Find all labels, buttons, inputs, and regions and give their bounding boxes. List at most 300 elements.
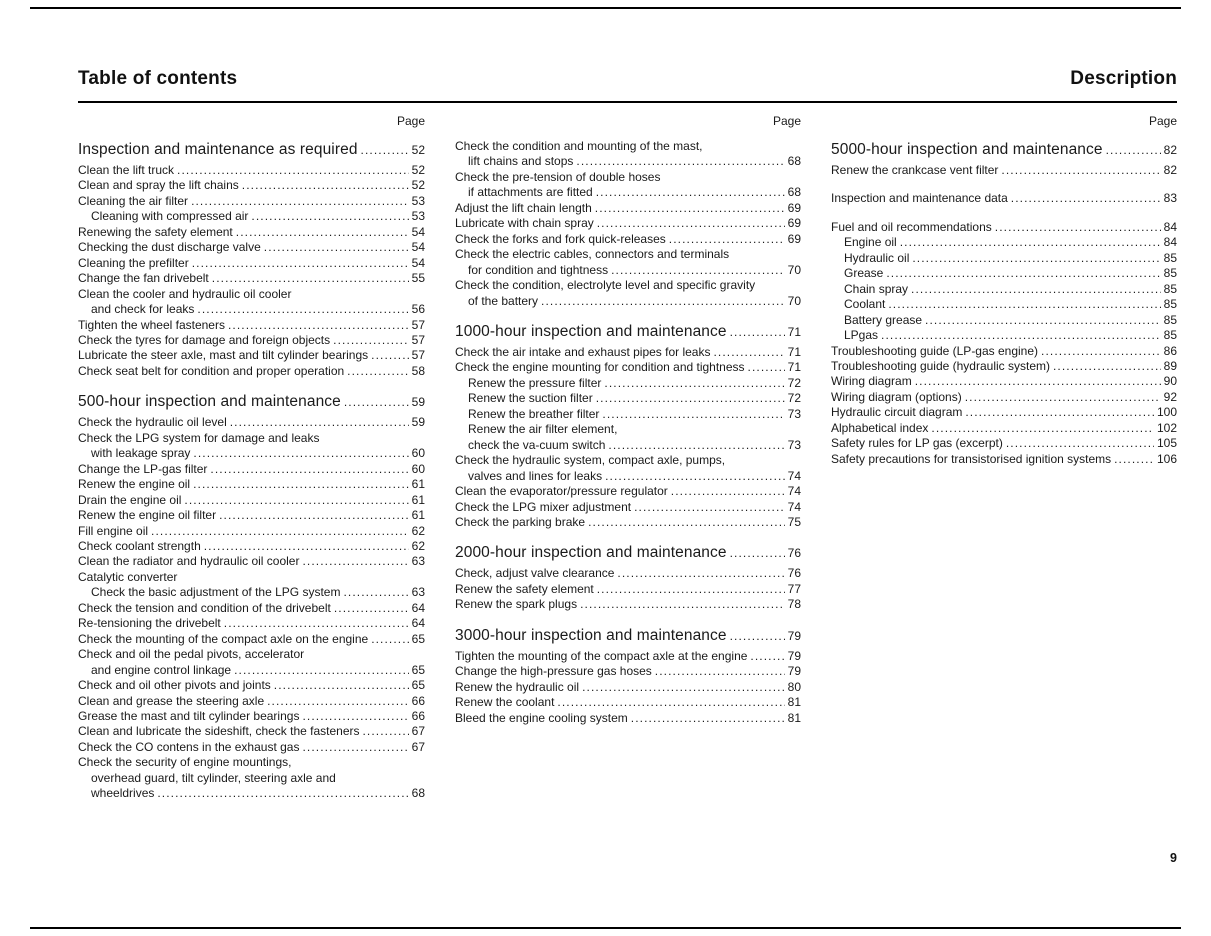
dot-leader	[361, 143, 409, 158]
toc-page-number: 64	[411, 600, 425, 615]
toc-page-number: 84	[1163, 219, 1177, 234]
toc-entry-text: Clean the cooler and hydraulic oil cooler	[78, 286, 292, 301]
toc-heading-row	[455, 543, 801, 563]
toc-page-number: 85	[1163, 266, 1177, 281]
toc-page-number: 52	[411, 163, 425, 177]
toc-entry-row	[455, 649, 801, 664]
toc-page-number: 73	[787, 406, 801, 421]
page-column-label: Page	[396, 114, 425, 128]
toc-page-number: 85	[1163, 328, 1177, 343]
toc-entry-text: Wiring diagram (options)	[831, 389, 962, 404]
toc-page-number: 57	[411, 332, 425, 347]
toc-page-number: 92	[1163, 389, 1177, 404]
toc-page-number: 73	[787, 437, 801, 452]
dot-leader	[197, 302, 408, 317]
toc-entry-text: Lubricate the steer axle, mast and tilt cylinder bearings	[78, 348, 369, 363]
toc-entry-row	[78, 271, 425, 286]
toc-entry-text: Hydraulic oil	[844, 250, 910, 265]
toc-entry-text: Tighten the mounting of the compact axle at the engine	[455, 648, 748, 663]
dot-leader	[602, 407, 784, 422]
toc-entry-text: lift chains and stops	[468, 154, 574, 169]
toc-entry-text: for condition and tightness	[468, 262, 609, 277]
toc-entry-text: Renew the air filter element,	[468, 422, 618, 437]
footer-page-number: 9	[1170, 851, 1177, 865]
dot-leader	[1106, 143, 1161, 158]
toc-entry-text: Check the hydraulic oil level	[78, 415, 227, 430]
toc-entry-row	[78, 755, 425, 770]
toc-page-number: 85	[1163, 250, 1177, 265]
dot-leader	[157, 786, 408, 801]
toc-page-number: 65	[411, 678, 425, 693]
toc-entry-text: Catalytic converter	[78, 569, 178, 584]
dot-leader	[595, 201, 785, 216]
toc-page-number: 78	[787, 597, 801, 612]
toc-entry-row	[831, 266, 1177, 281]
toc-page-number: 68	[411, 786, 425, 801]
toc-entry-row	[455, 201, 801, 216]
toc-entry-row	[455, 247, 801, 262]
dot-leader	[234, 663, 409, 678]
toc-entry-row	[831, 405, 1177, 420]
toc-entry-row	[78, 601, 425, 616]
toc-entry-text: Check the pre-tension of double hoses	[455, 169, 661, 184]
toc-entry-row	[78, 256, 425, 271]
page-top-edge	[30, 7, 1181, 9]
toc-entry-row	[78, 771, 425, 786]
toc-entry-row	[455, 360, 801, 375]
toc-heading-text: 2000-hour inspection and maintenance	[455, 544, 727, 562]
dot-leader	[631, 711, 785, 726]
dot-leader	[931, 421, 1154, 436]
toc-heading-text: 3000-hour inspection and maintenance	[455, 626, 727, 644]
toc-entry-row	[78, 554, 425, 569]
dot-leader	[193, 446, 408, 461]
toc-entry-row	[78, 364, 425, 379]
toc-entry-row	[78, 431, 425, 446]
dot-leader	[881, 328, 1161, 343]
toc-page-number: 67	[411, 724, 425, 739]
dot-leader	[347, 364, 408, 379]
toc-entry-row	[78, 462, 425, 477]
toc-entry-text: Troubleshooting guide (LP-gas engine)	[831, 343, 1039, 358]
dot-leader	[604, 376, 784, 391]
dot-leader	[1006, 436, 1154, 451]
toc-entry-text: and engine control linkage	[91, 662, 232, 677]
dot-leader	[750, 649, 784, 664]
dot-leader	[363, 724, 409, 739]
dot-leader	[912, 251, 1160, 266]
toc-page-number: 83	[1163, 191, 1177, 206]
toc-entry-text: Clean and spray the lift chains	[78, 178, 239, 193]
dot-leader	[541, 294, 785, 309]
toc-entry-text: Adjust the lift chain length	[455, 200, 592, 215]
dot-leader	[669, 232, 785, 247]
toc-heading-row	[78, 392, 425, 412]
toc-entry-text: Check the security of engine mountings,	[78, 755, 292, 770]
toc-entry-row	[831, 282, 1177, 297]
toc-entry-row	[831, 163, 1177, 178]
toc-page-number: 90	[1163, 374, 1177, 389]
toc-entry-row	[455, 597, 801, 612]
toc-page-number: 61	[411, 508, 425, 523]
dot-leader	[965, 390, 1161, 405]
toc-entry-text: Renew the crankcase vent filter	[831, 163, 999, 177]
toc-entry-row	[78, 318, 425, 333]
toc-entry-text: Check seat belt for condition and proper operation	[78, 363, 345, 378]
toc-entry-text: Check the forks and fork quick-releases	[455, 231, 666, 246]
toc-page-number: 59	[411, 415, 425, 430]
toc-page-number: 67	[411, 739, 425, 754]
toc-entry-row	[831, 421, 1177, 436]
toc-entry-text: Change the LP-gas filter	[78, 461, 208, 476]
toc-entry-text: Check the tyres for damage and foreign objects	[78, 332, 331, 347]
toc-page-number: 80	[787, 679, 801, 694]
toc-page-number: 69	[787, 216, 801, 231]
toc-entry-row	[78, 632, 425, 647]
toc-entry-text: Clean and lubricate the sideshift, check the fasteners	[78, 724, 360, 739]
toc-entry-text: Re-tensioning the drivebelt	[78, 616, 221, 631]
toc-page-number: 68	[787, 185, 801, 200]
toc-entry-row	[455, 664, 801, 679]
toc-entry-row	[78, 209, 425, 224]
toc-entry-row	[78, 302, 425, 317]
toc-entry-row	[78, 446, 425, 461]
toc-page-number: 64	[411, 616, 425, 631]
toc-entry-row	[455, 294, 801, 309]
toc-entry-text: Clean and grease the steering axle	[78, 693, 265, 708]
toc-entry-text: Renew the pressure filter	[468, 375, 602, 390]
toc-heading-text: 500-hour inspection and maintenance	[78, 393, 341, 411]
toc-entry-row	[455, 185, 801, 200]
dot-leader	[242, 178, 409, 193]
toc-entry-text: Check the tension and condition of the drivebelt	[78, 600, 331, 615]
toc-entry-row	[455, 170, 801, 185]
toc-page-number: 66	[411, 693, 425, 708]
toc-page-number: 57	[411, 348, 425, 363]
toc-entry-text: Cleaning the air filter	[78, 193, 189, 208]
dot-leader	[1053, 359, 1161, 374]
toc-entry-row	[78, 585, 425, 600]
toc-entry-row	[455, 422, 801, 437]
toc-page-number: 72	[787, 391, 801, 406]
dot-leader	[333, 333, 409, 348]
dot-leader	[634, 500, 785, 515]
toc-entry-text: Check the LPG system for damage and leaks	[78, 430, 320, 445]
toc-entry-text: Bleed the engine cooling system	[455, 710, 628, 725]
toc-page-number: 59	[411, 395, 425, 410]
dot-leader	[596, 185, 785, 200]
toc-entry-text: Inspection and maintenance data	[831, 191, 1008, 206]
toc-entry-text: Check the engine mounting for condition and tightness	[455, 360, 745, 375]
dot-leader	[224, 616, 409, 631]
toc-page-number: 85	[1163, 281, 1177, 296]
toc-column	[831, 139, 1177, 480]
dot-leader	[925, 313, 1161, 328]
toc-page-number: 81	[787, 695, 801, 710]
toc-entry-text: Cleaning the prefilter	[78, 255, 189, 270]
toc-heading-text: 1000-hour inspection and maintenance	[455, 322, 727, 340]
toc-entry-text: Wiring diagram	[831, 374, 912, 389]
toc-entry-row	[455, 695, 801, 710]
toc-group	[831, 220, 1177, 467]
page-column-label: Page	[772, 114, 801, 128]
dot-leader	[888, 297, 1160, 312]
dot-leader	[274, 678, 409, 693]
toc-page-number: 58	[411, 363, 425, 378]
toc-entry-row	[78, 348, 425, 363]
toc-entry-text: and check for leaks	[91, 302, 195, 317]
dot-leader	[911, 282, 1161, 297]
toc-entry-text: of the battery	[468, 293, 539, 308]
toc-entry-text: Coolant	[844, 297, 886, 312]
toc-entry-text: wheeldrives	[91, 786, 155, 801]
toc-entry-text: Lubricate with chain spray	[455, 216, 594, 231]
toc-entry-row	[455, 391, 801, 406]
toc-entry-row	[831, 390, 1177, 405]
toc-entry-row	[831, 251, 1177, 266]
toc-heading-row	[455, 322, 801, 342]
dot-leader	[1114, 452, 1154, 467]
toc-page-number: 85	[1163, 312, 1177, 327]
toc-entry-row	[831, 374, 1177, 389]
toc-entry-text: Clean the evaporator/pressure regulator	[455, 484, 668, 499]
toc-entry-row	[78, 570, 425, 585]
dot-leader	[1011, 191, 1161, 206]
toc-page-number: 66	[411, 708, 425, 723]
toc-entry-text: Checking the dust discharge valve	[78, 240, 261, 255]
toc-entry-text: Renew the suction filter	[468, 391, 593, 406]
toc-page-number: 69	[787, 231, 801, 246]
page-header	[78, 68, 1177, 90]
toc-page-number: 106	[1156, 451, 1177, 466]
toc-entry-text: Renew the breather filter	[468, 406, 600, 421]
toc-entry-text: Fuel and oil recommendations	[831, 219, 992, 234]
toc-heading-row	[78, 140, 425, 160]
toc-entry-row	[831, 328, 1177, 343]
dot-leader	[576, 154, 784, 169]
dot-leader	[1001, 163, 1160, 178]
dot-leader	[302, 554, 408, 569]
toc-page-number: 53	[411, 193, 425, 208]
section-title: Description	[1070, 68, 1177, 89]
toc-entry-text: Check the electric cables, connectors and terminals	[455, 247, 730, 262]
toc-page-number: 69	[787, 200, 801, 215]
toc-entry-text: Check the parking brake	[455, 514, 586, 529]
toc-entry-row	[831, 452, 1177, 467]
toc-entry-row	[78, 163, 425, 178]
toc-group	[455, 322, 801, 530]
toc-entry-row	[831, 359, 1177, 374]
dot-leader	[151, 524, 409, 539]
toc-page-number: 75	[787, 514, 801, 529]
toc-entry-text: Grease	[844, 266, 884, 281]
dot-leader	[1041, 344, 1161, 359]
dot-leader	[582, 680, 785, 695]
dot-leader	[730, 629, 785, 644]
toc-entry-text: Tighten the wheel fasteners	[78, 317, 225, 332]
dot-leader	[212, 271, 409, 286]
dot-leader	[344, 395, 409, 410]
toc-entry-row	[78, 287, 425, 302]
toc-entry-row	[455, 263, 801, 278]
dot-leader	[655, 664, 785, 679]
toc-page-number: 63	[411, 554, 425, 569]
toc-entry-row	[455, 484, 801, 499]
toc-entry-text: Check the CO contens in the exhaust gas	[78, 739, 300, 754]
toc-entry-row	[455, 566, 801, 581]
toc-heading-row	[455, 626, 801, 646]
page-label-row	[78, 114, 1177, 128]
toc-entry-row	[78, 724, 425, 739]
toc-page-number: 89	[1163, 358, 1177, 373]
toc-entry-row	[831, 436, 1177, 451]
toc-entry-row	[831, 297, 1177, 312]
toc-page-number: 60	[411, 446, 425, 461]
toc-page-number: 79	[787, 628, 801, 643]
toc-entry-row	[831, 313, 1177, 328]
dot-leader	[267, 694, 409, 709]
dot-leader	[230, 415, 409, 430]
toc-page-number: 100	[1156, 405, 1177, 420]
toc-group	[78, 140, 425, 379]
toc-entry-row	[455, 376, 801, 391]
toc-entry-row	[831, 191, 1177, 206]
toc-heading-text: 5000-hour inspection and maintenance	[831, 141, 1103, 158]
toc-entry-row	[78, 194, 425, 209]
toc-group	[455, 626, 801, 726]
toc-page-number: 76	[787, 566, 801, 581]
toc-entry-row	[455, 469, 801, 484]
dot-leader	[596, 391, 785, 406]
toc-entry-text: Renew the coolant	[455, 695, 555, 710]
toc-page-number: 71	[787, 344, 801, 359]
toc-entry-row	[78, 786, 425, 801]
toc-entry-text: Troubleshooting guide (hydraulic system)	[831, 358, 1050, 373]
toc-entry-row	[455, 232, 801, 247]
toc-page-number: 57	[411, 317, 425, 332]
dot-leader	[302, 740, 408, 755]
toc-entry-text: Safety precautions for transistorised ignition systems	[831, 451, 1112, 466]
toc-entry-text: Check the hydraulic system, compact axle, pumps,	[455, 453, 726, 468]
toc-page-number: 68	[787, 154, 801, 169]
dot-leader	[611, 263, 785, 278]
dot-leader	[204, 539, 409, 554]
toc-entry-text: Chain spray	[844, 281, 909, 296]
toc-page-number: 54	[411, 224, 425, 239]
toc-entry-row	[78, 240, 425, 255]
toc-page-number: 55	[411, 271, 425, 286]
toc-page-number: 62	[411, 523, 425, 538]
dot-leader	[193, 477, 409, 492]
toc-page-number: 61	[411, 477, 425, 492]
toc-page-number: 52	[411, 178, 425, 193]
toc-group	[78, 392, 425, 801]
toc-page-number: 85	[1163, 297, 1177, 312]
toc-heading-row	[831, 140, 1177, 160]
toc-entry-text: LPgas	[844, 328, 879, 343]
toc-entry-text: Renewing the safety element	[78, 224, 233, 239]
page-column-label: Page	[1148, 114, 1177, 128]
toc-entry-text: Hydraulic circuit diagram	[831, 405, 963, 420]
toc-entry-row	[78, 415, 425, 430]
toc-page-number: 71	[787, 324, 801, 339]
toc-page-number: 54	[411, 255, 425, 270]
toc-entry-row	[78, 647, 425, 662]
toc-page-number: 82	[1163, 163, 1177, 177]
toc-entry-row	[455, 139, 801, 154]
page-bottom-edge	[30, 927, 1181, 929]
toc-page-number: 62	[411, 538, 425, 553]
dot-leader	[608, 438, 784, 453]
dot-leader	[236, 225, 409, 240]
toc-entry-row	[831, 344, 1177, 359]
dot-leader	[184, 493, 408, 508]
toc-entry-row	[78, 477, 425, 492]
dot-leader	[730, 325, 785, 340]
dot-leader	[588, 515, 785, 530]
dot-leader	[264, 240, 409, 255]
dot-leader	[915, 374, 1161, 389]
toc-page-number: 70	[787, 293, 801, 308]
toc-entry-row	[455, 154, 801, 169]
dot-leader	[900, 235, 1161, 250]
toc-entry-text: Drain the engine oil	[78, 492, 182, 507]
dot-leader	[671, 484, 785, 499]
toc-entry-row	[455, 345, 801, 360]
toc-entry-text: Renew the spark plugs	[455, 597, 578, 612]
header-rule	[78, 101, 1177, 103]
toc-entry-row	[831, 220, 1177, 235]
toc-entry-row	[455, 278, 801, 293]
toc-page-number: 81	[787, 710, 801, 725]
toc-entry-text: Renew the safety element	[455, 581, 594, 596]
dot-leader	[251, 209, 408, 224]
dot-leader	[192, 256, 409, 271]
toc-entry-row	[78, 508, 425, 523]
dot-leader	[886, 266, 1160, 281]
toc-page-number: 76	[787, 546, 801, 561]
toc-page-number: 79	[787, 664, 801, 679]
toc-page-number: 70	[787, 262, 801, 277]
toc-entry-text: Change the fan drivebelt	[78, 271, 209, 286]
dot-leader	[302, 709, 408, 724]
toc-page-number: 65	[411, 662, 425, 677]
toc-page-number: 79	[787, 648, 801, 663]
toc-page-number: 65	[411, 631, 425, 646]
toc-entry-row	[455, 216, 801, 231]
toc-page-number: 77	[787, 581, 801, 596]
dot-leader	[557, 695, 784, 710]
toc-entry-row	[78, 225, 425, 240]
dot-leader	[580, 597, 785, 612]
toc-entry-text: Check and oil other pivots and joints	[78, 678, 271, 693]
toc-page-number: 56	[411, 302, 425, 317]
toc-entry-text: Engine oil	[844, 235, 897, 250]
dot-leader	[343, 585, 408, 600]
toc-entry-text: Grease the mast and tilt cylinder bearings	[78, 708, 300, 723]
toc-entry-text: if attachments are fitted	[468, 185, 593, 200]
toc-entry-text: Clean the lift truck	[78, 163, 175, 177]
toc-page-number: 61	[411, 492, 425, 507]
toc-entry-row	[78, 178, 425, 193]
toc-entry-text: valves and lines for leaks	[468, 468, 603, 483]
toc-page-number: 105	[1156, 436, 1177, 451]
toc-entry-row	[831, 235, 1177, 250]
page-title: Table of contents	[78, 68, 238, 89]
dot-leader	[617, 566, 784, 581]
dot-leader	[334, 601, 409, 616]
toc-entry-text: with leakage spray	[91, 446, 191, 461]
